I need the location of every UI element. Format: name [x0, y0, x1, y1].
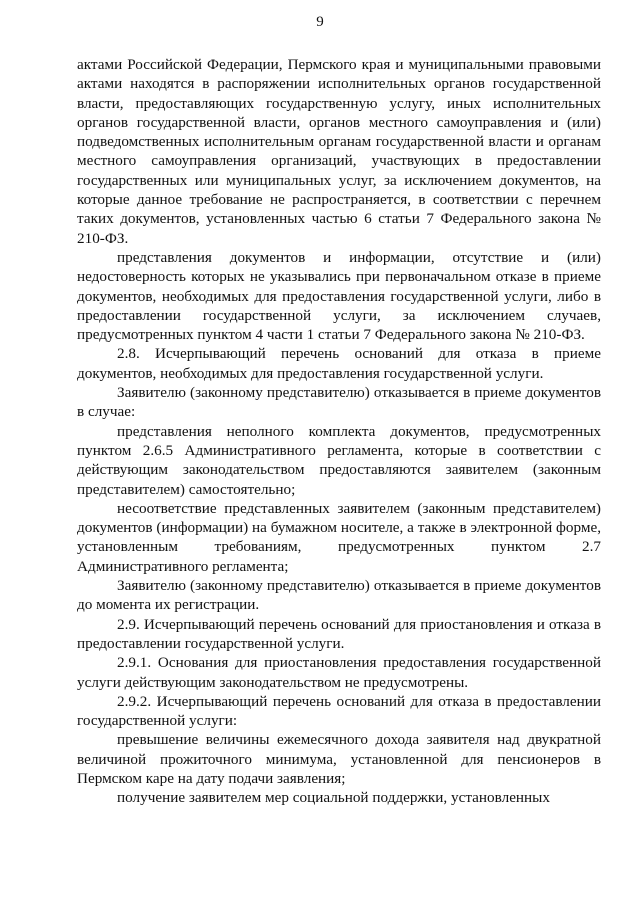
- paragraph: Заявителю (законному представителю) отказывается в приеме документов до момента их регистрации.: [77, 577, 601, 614]
- page-number: 9: [316, 14, 324, 30]
- paragraph-section-2-9-1: 2.9.1. Основания для приостановления предоставления государственной услуги действующим законодательством не предусмотрены.: [77, 654, 601, 691]
- paragraph-list-item: превышение величины ежемесячного дохода заявителя над двукратной величиной прожиточного минимума, установленной для пенсионеров в Пермском каре на дату подачи заявления;: [77, 731, 601, 787]
- paragraph-section-2-9: 2.9. Исчерпывающий перечень оснований для приостановления и отказа в предоставлении государственной услуги.: [77, 615, 601, 652]
- paragraph-list-item: представления неполного комплекта документов, предусмотренных пунктом 2.6.5 Административного регламента, которые в соответствии с действующим законодательством предоставляются заявителем (законным представителем) самостоятельно;: [77, 422, 601, 498]
- paragraph-list-item: получение заявителем мер социальной поддержки, установленных: [117, 789, 550, 807]
- paragraph-list-item: представления документов и информации, отсутствие и (или) недостоверность которых не указывались при первоначальном отказе в приеме документов, необходимых для предоставления государственной услуги, либо в предоставлении государственной услуги, за исключением случаев, предусмотренных пунктом 4 части 1 статьи 7 Федерального закона № 210-ФЗ.: [77, 248, 601, 344]
- paragraph-section-2-9-2: 2.9.2. Исчерпывающий перечень оснований для отказа в предоставлении государственной услуги:: [77, 692, 601, 730]
- paragraph-continuation: актами Российской Федерации, Пермского края и муниципальными правовыми актами находятся в распоряжении исполнительных органов государственной власти, предоставляющих государственную услугу, иных исполнительных органов государственной власти, органов местного самоуправления и (или) подведомственных исполнительным органам государственной власти и органам местного самоуправления организаций, участвующих в предоставлении государственных или муниципальных услуг, за исключением документов, на которые данное требование не распространяется, в соответствии с перечнем таких документов, установленных частью 6 статьи 7 Федерального закона № 210-ФЗ.: [77, 56, 601, 247]
- paragraph-section-2-8: 2.8. Исчерпывающий перечень оснований для отказа в приеме документов, необходимых для предоставления государственной услуги.: [77, 345, 601, 382]
- paragraph-list-item: несоответствие представленных заявителем (законным представителем) документов (информации) на бумажном носителе, а также в электронной форме, установленным требованиям, предусмотренных пунктом 2.7 Административного регламента;: [77, 499, 601, 575]
- paragraph: Заявителю (законному представителю) отказывается в приеме документов в случае:: [77, 384, 601, 421]
- document-body: [77, 55, 601, 808]
